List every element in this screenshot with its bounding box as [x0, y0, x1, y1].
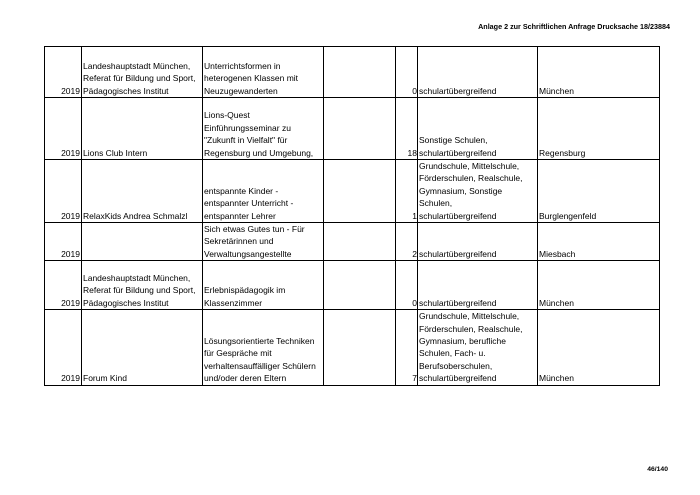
cell-year: 2019 [45, 98, 82, 160]
cell-title: Erlebnispädagogik im Klassenzimmer [203, 261, 324, 310]
cell-place: Miesbach [538, 223, 660, 261]
cell-organizer: Landeshauptstadt München, Referat für Bildung und Sport, Pädagogisches Institut [82, 261, 203, 310]
cell-count: 0 [396, 261, 418, 310]
cell-organizer [82, 223, 203, 261]
cell-year: 2019 [45, 261, 82, 310]
cell-title: Lösungsorientierte Techniken für Gespräche mit verhaltensauffälliger Schülern und/oder deren Eltern [203, 310, 324, 385]
table-row [45, 160, 660, 223]
table-row [45, 310, 660, 385]
cell-organizer: Landeshauptstadt München, Referat für Bildung und Sport, Pädagogisches Institut [82, 47, 203, 98]
cell-place: München [538, 47, 660, 98]
cell-count: 7 [396, 310, 418, 385]
data-table [44, 46, 660, 386]
cell-title: Lions-Quest Einführungsseminar zu "Zukunft in Vielfalt" für Regensburg und Umgebung, [203, 98, 324, 160]
cell-school-type: schulartübergreifend [418, 47, 538, 98]
cell-extra [324, 98, 396, 160]
cell-extra [324, 310, 396, 385]
cell-school-type: Grundschule, Mittelschule, Förderschulen, Realschule, Gymnasium, berufliche Schulen, Fach- u. Berufsoberschulen, schulartübergreifend [418, 310, 538, 385]
cell-year: 2019 [45, 47, 82, 98]
cell-place: München [538, 261, 660, 310]
cell-count: 0 [396, 47, 418, 98]
table-row [45, 98, 660, 160]
cell-place: München [538, 310, 660, 385]
cell-place: Burglengenfeld [538, 160, 660, 223]
table-row [45, 261, 660, 310]
cell-school-type: schulartübergreifend [418, 261, 538, 310]
cell-extra [324, 261, 396, 310]
page-header: Anlage 2 zur Schriftlichen Anfrage Drucksache 18/23884 [478, 22, 670, 31]
cell-extra [324, 160, 396, 223]
cell-year: 2019 [45, 160, 82, 223]
cell-count: 18 [396, 98, 418, 160]
table-row [45, 47, 660, 98]
cell-title: Unterrichtsformen in heterogenen Klassen mit Neuzugewanderten [203, 47, 324, 98]
cell-count: 1 [396, 160, 418, 223]
cell-year: 2019 [45, 223, 82, 261]
table-row [45, 223, 660, 261]
cell-title: Sich etwas Gutes tun - Für Sekretärinnen und Verwaltungsangestellte [203, 223, 324, 261]
page-number: 46/140 [647, 466, 668, 473]
cell-organizer: Forum Kind [82, 310, 203, 385]
cell-school-type: schulartübergreifend [418, 223, 538, 261]
cell-place: Regensburg [538, 98, 660, 160]
cell-organizer: Lions Club Intern [82, 98, 203, 160]
cell-year: 2019 [45, 310, 82, 385]
cell-school-type: Sonstige Schulen, schulartübergreifend [418, 98, 538, 160]
cell-title: entspannte Kinder - entspannter Unterricht - entspannter Lehrer [203, 160, 324, 223]
cell-organizer: RelaxKids Andrea Schmalzl [82, 160, 203, 223]
cell-count: 2 [396, 223, 418, 261]
cell-extra [324, 223, 396, 261]
cell-extra [324, 47, 396, 98]
cell-school-type: Grundschule, Mittelschule, Förderschulen, Realschule, Gymnasium, Sonstige Schulen, schulartübergreifend [418, 160, 538, 223]
